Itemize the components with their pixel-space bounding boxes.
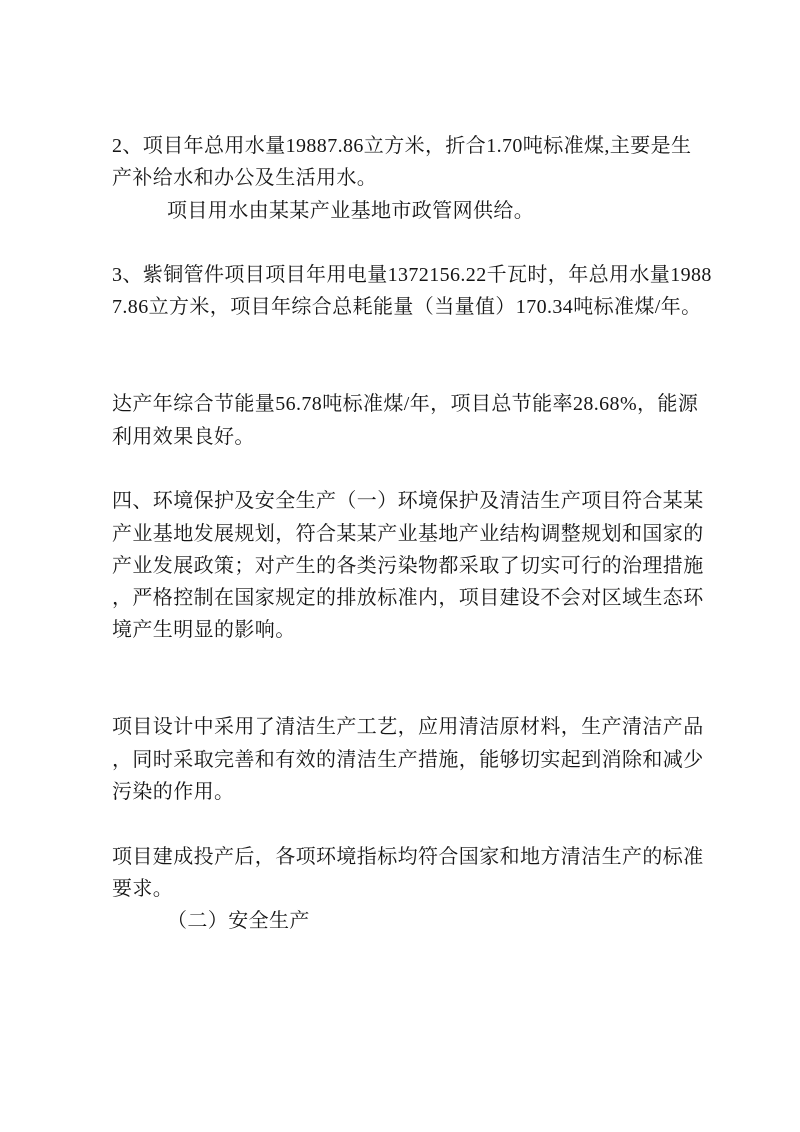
- text-line: 项目设计中采用了清洁生产工艺，应用清洁原材料，生产清洁产品: [112, 716, 704, 739]
- text-line: 2、项目年总用水量19887.86立方米，折合1.70吨标准煤,主要是生: [112, 135, 692, 157]
- text-line: 项目建成投产后，各项环境指标均符合国家和地方清洁生产的标准: [112, 845, 704, 868]
- blank-line: [112, 453, 690, 485]
- text-line: ，同时采取完善和有效的清洁生产措施，能够切实起到消除和减少: [112, 748, 704, 771]
- text-line: 达产年综合节能量56.78吨标准煤/年，项目总节能率28.68%，能源: [112, 393, 699, 416]
- blank-line: [112, 647, 690, 679]
- text-line: 要求。: [112, 877, 174, 900]
- text-line: 产业基地发展规划，符合某某产业基地产业结构调整规划和国家的: [112, 522, 704, 545]
- text-line: 项目用水由某某产业基地市政管网供给。: [167, 199, 535, 222]
- blank-line: [112, 324, 690, 356]
- text-line: 利用效果良好。: [112, 425, 255, 448]
- blank-line: [112, 679, 690, 711]
- text-line: ，严格控制在国家规定的排放标准内，项目建设不会对区域生态环: [112, 587, 704, 610]
- document-text-body: [112, 130, 712, 937]
- blank-line: [112, 808, 690, 840]
- text-line: （二）安全生产: [167, 910, 310, 933]
- blank-line: [112, 356, 690, 388]
- blank-line: [112, 227, 690, 259]
- text-line: 境产生明显的影响。: [112, 619, 296, 642]
- text-line: 3、紫铜管件项目项目年用电量1372156.22千瓦时，年总用水量1988: [112, 264, 712, 287]
- text-line: 产业发展政策；对产生的各类污染物都采取了切实可行的治理措施: [112, 554, 704, 577]
- text-line: 7.86立方米，项目年综合总耗能量（当量值）170.34吨标准煤/年。: [112, 296, 702, 319]
- text-line: 四、环境保护及安全生产（一）环境保护及清洁生产项目符合某某: [112, 490, 704, 513]
- text-line: 污染的作用。: [112, 780, 235, 803]
- text-line: 产补给水和办公及生活用水。: [112, 167, 378, 190]
